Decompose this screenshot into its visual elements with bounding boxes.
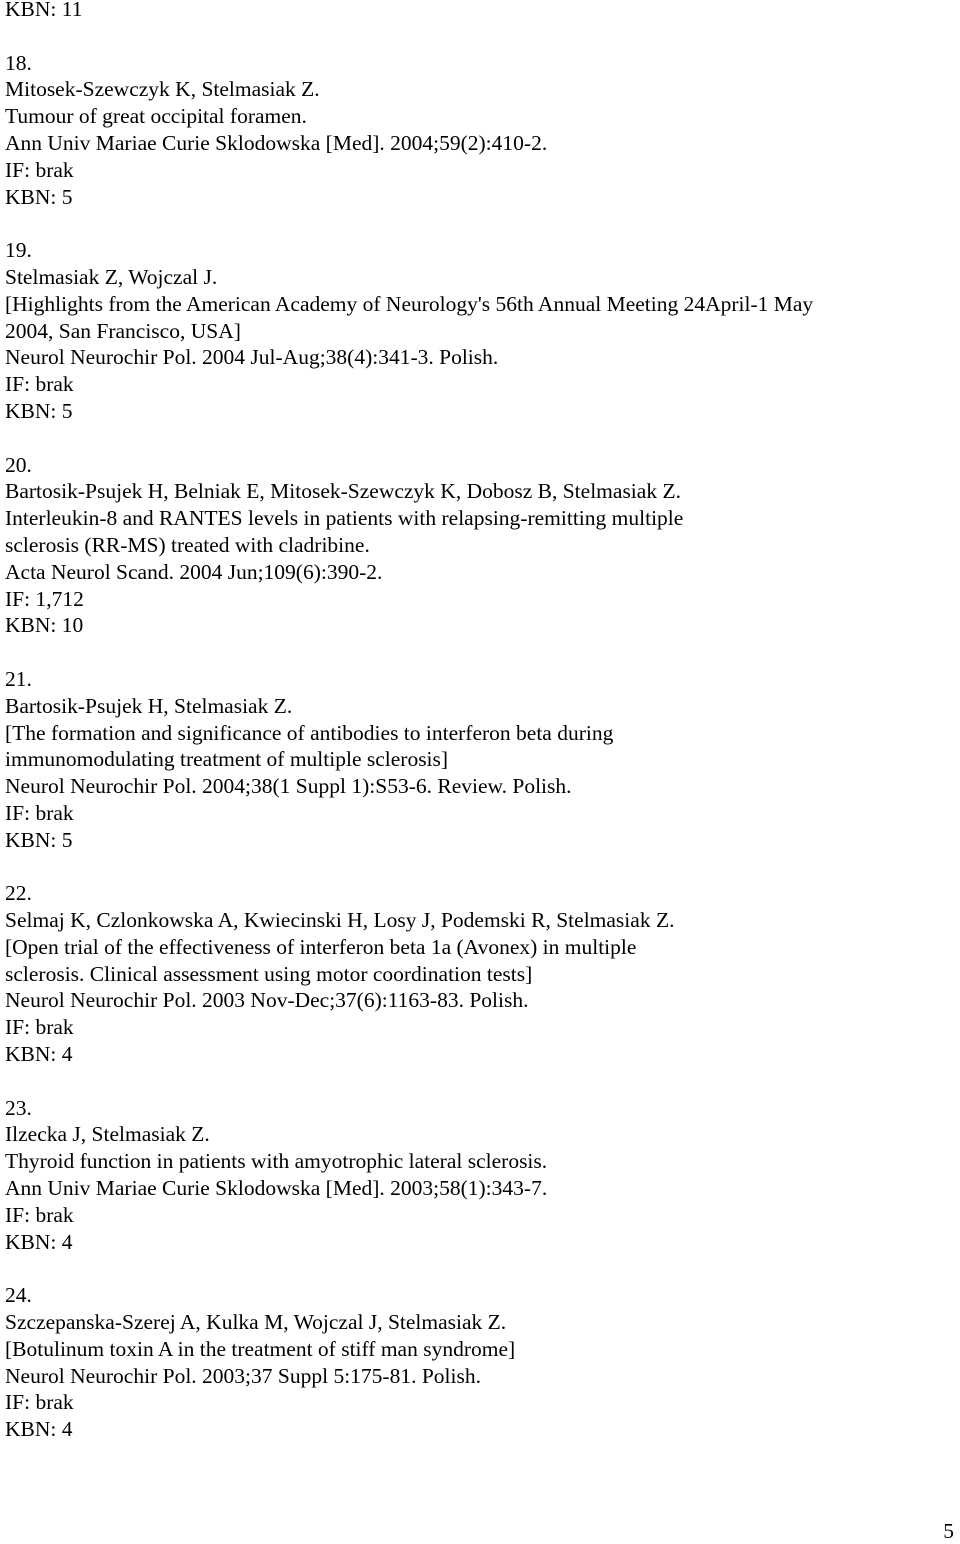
entry-title: [Botulinum toxin A in the treatment of stiff man syndrome] xyxy=(5,1336,516,1361)
entry-authors: Mitosek-Szewczyk K, Stelmasiak Z. xyxy=(5,77,320,102)
entry-source: Ann Univ Mariae Curie Sklodowska [Med]. 2003;58(1):343-7. xyxy=(5,1176,548,1201)
entries-container xyxy=(5,50,955,1443)
entry-kbn: KBN: 5 xyxy=(5,184,73,209)
entry-impact-factor: IF: brak xyxy=(5,1390,74,1415)
publication-entry xyxy=(5,880,955,1068)
entry-kbn: KBN: 5 xyxy=(5,398,73,423)
entry-impact-factor: IF: 1,712 xyxy=(5,586,84,611)
publication-entry xyxy=(5,1282,955,1443)
entry-authors: Bartosik-Psujek H, Belniak E, Mitosek-Szewczyk K, Dobosz B, Stelmasiak Z. xyxy=(5,479,681,504)
publication-entry xyxy=(5,1095,955,1256)
entry-kbn: KBN: 11 xyxy=(5,0,83,21)
publication-list xyxy=(5,0,955,1443)
entry-impact-factor: IF: brak xyxy=(5,1015,74,1040)
publication-entry xyxy=(5,50,955,211)
entry-title: [Highlights from the American Academy of Neurology's 56th Annual Meeting 24April-1 May xyxy=(5,291,814,316)
entry-source: Acta Neurol Scand. 2004 Jun;109(6):390-2. xyxy=(5,559,383,584)
entry-impact-factor: IF: brak xyxy=(5,1202,74,1227)
entry-title: Tumour of great occipital foramen. xyxy=(5,104,307,129)
entry-title: sclerosis. Clinical assessment using motor coordination tests] xyxy=(5,961,533,986)
entry-kbn: KBN: 10 xyxy=(5,613,84,638)
entry-source: Ann Univ Mariae Curie Sklodowska [Med]. 2004;59(2):410-2. xyxy=(5,130,548,155)
entry-authors: Ilzecka J, Stelmasiak Z. xyxy=(5,1122,210,1147)
entry-number: 20. xyxy=(5,452,32,477)
entry-title: sclerosis (RR-MS) treated with cladribine. xyxy=(5,532,370,557)
publication-entry xyxy=(5,666,955,854)
entry-number: 24. xyxy=(5,1283,32,1308)
entry-number: 18. xyxy=(5,50,32,75)
entry-number: 23. xyxy=(5,1095,32,1120)
entry-number: 21. xyxy=(5,666,32,691)
entry-title: immunomodulating treatment of multiple sclerosis] xyxy=(5,747,449,772)
entry-kbn: KBN: 5 xyxy=(5,827,73,852)
entry-title: [Open trial of the effectiveness of interferon beta 1a (Avonex) in multiple xyxy=(5,934,637,959)
page-number: 5 xyxy=(943,1519,954,1543)
entry-kbn: KBN: 4 xyxy=(5,1042,73,1067)
entry-kbn: KBN: 4 xyxy=(5,1229,73,1254)
publication-entry xyxy=(5,237,955,425)
entry-authors: Stelmasiak Z, Wojczal J. xyxy=(5,264,218,289)
entry-source: Neurol Neurochir Pol. 2003 Nov-Dec;37(6):1163-83. Polish. xyxy=(5,988,529,1013)
entry-title: [The formation and significance of antibodies to interferon beta during xyxy=(5,720,614,745)
entry-kbn: KBN: 4 xyxy=(5,1417,73,1442)
entry-authors: Szczepanska-Szerej A, Kulka M, Wojczal J, Stelmasiak Z. xyxy=(5,1310,507,1335)
publication-entry xyxy=(5,452,955,640)
entry-impact-factor: IF: brak xyxy=(5,800,74,825)
entry-source: Neurol Neurochir Pol. 2003;37 Suppl 5:175-81. Polish. xyxy=(5,1363,481,1388)
entry-source: Neurol Neurochir Pol. 2004 Jul-Aug;38(4):341-3. Polish. xyxy=(5,345,499,370)
entry-number: 19. xyxy=(5,238,32,263)
entry-title: 2004, San Francisco, USA] xyxy=(5,318,241,343)
entry-impact-factor: IF: brak xyxy=(5,372,74,397)
entry-title: Interleukin-8 and RANTES levels in patients with relapsing-remitting multiple xyxy=(5,506,684,531)
entry-number: 22. xyxy=(5,881,32,906)
entry-authors: Bartosik-Psujek H, Stelmasiak Z. xyxy=(5,693,293,718)
entry-authors: Selmaj K, Czlonkowska A, Kwiecinski H, Losy J, Podemski R, Stelmasiak Z. xyxy=(5,908,675,933)
entry-title: Thyroid function in patients with amyotrophic lateral sclerosis. xyxy=(5,1149,548,1174)
entry-impact-factor: IF: brak xyxy=(5,157,74,182)
entry-source: Neurol Neurochir Pol. 2004;38(1 Suppl 1):S53-6. Review. Polish. xyxy=(5,774,572,799)
